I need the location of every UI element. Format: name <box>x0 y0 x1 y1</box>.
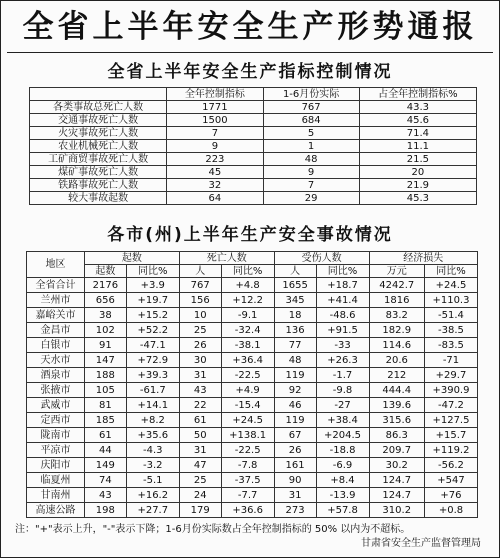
indicator-header-cell <box>30 88 167 101</box>
indicator-row <box>30 101 477 114</box>
city-value-cell: +24.5 <box>221 413 274 428</box>
indicator-table <box>29 87 477 205</box>
city-value-cell: +15.7 <box>424 428 477 443</box>
region-header-cell: 地区 <box>27 252 85 278</box>
city-value-cell: +12.2 <box>221 293 274 308</box>
city-value-cell: 43 <box>84 488 126 503</box>
region-name-cell: 白银市 <box>27 338 85 353</box>
city-value-cell: +52.2 <box>126 323 179 338</box>
region-name-cell: 陇南市 <box>27 428 85 443</box>
city-value-cell: +390.9 <box>424 383 477 398</box>
city-value-cell: +24.5 <box>424 278 477 293</box>
indicator-value-cell: 11.1 <box>359 140 476 153</box>
indicator-row <box>30 127 477 140</box>
city-value-cell: 50 <box>179 428 221 443</box>
city-value-cell: 124.7 <box>369 473 424 488</box>
city-value-cell: 44 <box>84 443 126 458</box>
city-value-cell: 2176 <box>84 278 126 293</box>
city-value-cell: +8.2 <box>126 413 179 428</box>
city-value-cell: 310.2 <box>369 503 424 518</box>
city-value-cell: +547 <box>424 473 477 488</box>
city-subheader-row <box>27 265 478 278</box>
region-name-cell: 定西市 <box>27 413 85 428</box>
city-row <box>27 428 478 443</box>
indicator-value-cell: 21.5 <box>359 153 476 166</box>
city-row <box>27 443 478 458</box>
indicator-value-cell: 1500 <box>167 114 263 127</box>
city-value-cell: +57.8 <box>316 503 369 518</box>
city-value-cell: -38.5 <box>424 323 477 338</box>
indicator-value-cell: 20 <box>359 166 476 179</box>
city-accident-table <box>26 251 478 518</box>
city-value-cell: 102 <box>84 323 126 338</box>
indicator-value-cell: 48 <box>263 153 359 166</box>
indicator-value-cell: 45.3 <box>359 192 476 205</box>
city-value-cell: +19.7 <box>126 293 179 308</box>
city-value-cell: 114.6 <box>369 338 424 353</box>
indicator-value-cell: 9 <box>167 140 263 153</box>
region-name-cell: 庆阳市 <box>27 458 85 473</box>
city-row <box>27 278 478 293</box>
city-value-cell: -13.9 <box>316 488 369 503</box>
city-row <box>27 473 478 488</box>
indicator-value-cell: 7 <box>167 127 263 140</box>
indicator-name-cell: 工矿商贸事故死亡人数 <box>30 153 167 166</box>
city-value-cell: 161 <box>274 458 316 473</box>
indicator-value-cell: 45 <box>167 166 263 179</box>
indicator-value-cell: 29 <box>263 192 359 205</box>
city-value-cell: -51.4 <box>424 308 477 323</box>
city-value-cell: 24 <box>179 488 221 503</box>
city-value-cell: +8.4 <box>316 473 369 488</box>
city-value-cell: 105 <box>84 383 126 398</box>
city-value-cell: 212 <box>369 368 424 383</box>
city-value-cell: +138.1 <box>221 428 274 443</box>
indicator-value-cell: 5 <box>263 127 359 140</box>
city-row <box>27 488 478 503</box>
city-value-cell: -83.5 <box>424 338 477 353</box>
city-value-cell: -1.7 <box>316 368 369 383</box>
city-value-cell: 90 <box>274 473 316 488</box>
city-value-cell: 26 <box>179 338 221 353</box>
city-value-cell: +14.1 <box>126 398 179 413</box>
city-value-cell: 185 <box>84 413 126 428</box>
indicator-row <box>30 192 477 205</box>
indicator-name-cell: 铁路事故死亡人数 <box>30 179 167 192</box>
city-row <box>27 308 478 323</box>
indicator-name-cell: 煤矿事故死亡人数 <box>30 166 167 179</box>
subheader-cell: 同比% <box>126 265 179 278</box>
indicator-name-cell: 交通事故死亡人数 <box>30 114 167 127</box>
indicator-row <box>30 179 477 192</box>
city-row <box>27 503 478 518</box>
city-value-cell: 124.7 <box>369 488 424 503</box>
region-name-cell: 兰州市 <box>27 293 85 308</box>
city-value-cell: +110.3 <box>424 293 477 308</box>
city-row <box>27 398 478 413</box>
city-value-cell: 139.6 <box>369 398 424 413</box>
indicator-header-row <box>30 88 477 101</box>
city-value-cell: -9.8 <box>316 383 369 398</box>
city-value-cell: 25 <box>179 473 221 488</box>
city-value-cell: 31 <box>179 368 221 383</box>
region-name-cell: 武威市 <box>27 398 85 413</box>
city-value-cell: 47 <box>179 458 221 473</box>
subheader-cell: 同比% <box>424 265 477 278</box>
indicator-row <box>30 114 477 127</box>
page-title: 全省上半年安全生产形势通报 <box>22 9 478 45</box>
city-value-cell: +4.9 <box>221 383 274 398</box>
issuing-authority: 甘肃省安全生产监督管理局 <box>361 538 481 549</box>
city-value-cell: -22.5 <box>221 443 274 458</box>
subheader-cell: 人 <box>274 265 316 278</box>
group-header-cell: 起数 <box>84 252 179 265</box>
city-value-cell: 31 <box>179 443 221 458</box>
indicator-value-cell: 64 <box>167 192 263 205</box>
indicator-header-cell: 全年控制指标 <box>167 88 263 101</box>
indicator-header-cell: 占全年控制指标% <box>359 88 476 101</box>
indicator-row <box>30 153 477 166</box>
indicator-name-cell: 较大事故起数 <box>30 192 167 205</box>
city-value-cell: -7.8 <box>221 458 274 473</box>
region-name-cell: 嘉峪关市 <box>27 308 85 323</box>
indicator-row <box>30 140 477 153</box>
city-value-cell: 77 <box>274 338 316 353</box>
city-value-cell: 136 <box>274 323 316 338</box>
city-value-cell: 61 <box>84 428 126 443</box>
city-value-cell: +27.7 <box>126 503 179 518</box>
city-value-cell: -15.4 <box>221 398 274 413</box>
city-value-cell: 48 <box>274 353 316 368</box>
city-row <box>27 368 478 383</box>
city-value-cell: 30.2 <box>369 458 424 473</box>
indicator-value-cell: 223 <box>167 153 263 166</box>
city-value-cell: +204.5 <box>316 428 369 443</box>
region-name-cell: 平凉市 <box>27 443 85 458</box>
city-value-cell: +36.4 <box>221 353 274 368</box>
region-name-cell: 金昌市 <box>27 323 85 338</box>
city-value-cell: 273 <box>274 503 316 518</box>
city-value-cell: 20.6 <box>369 353 424 368</box>
indicator-value-cell: 1771 <box>167 101 263 114</box>
city-value-cell: 179 <box>179 503 221 518</box>
city-value-cell: +36.6 <box>221 503 274 518</box>
indicator-value-cell: 9 <box>263 166 359 179</box>
city-value-cell: +29.7 <box>424 368 477 383</box>
city-value-cell: 656 <box>84 293 126 308</box>
city-value-cell: 86.3 <box>369 428 424 443</box>
city-value-cell: +91.5 <box>316 323 369 338</box>
city-value-cell: +119.2 <box>424 443 477 458</box>
indicator-name-cell: 火灾事故死亡人数 <box>30 127 167 140</box>
city-value-cell: 43 <box>179 383 221 398</box>
city-value-cell: +35.6 <box>126 428 179 443</box>
city-value-cell: 4242.7 <box>369 278 424 293</box>
city-value-cell: 345 <box>274 293 316 308</box>
city-value-cell: 444.4 <box>369 383 424 398</box>
city-row <box>27 353 478 368</box>
city-value-cell: -3.2 <box>126 458 179 473</box>
city-value-cell: 147 <box>84 353 126 368</box>
subheader-cell: 人 <box>179 265 221 278</box>
group-header-cell: 死亡人数 <box>179 252 274 265</box>
city-value-cell: -6.9 <box>316 458 369 473</box>
city-value-cell: 22 <box>179 398 221 413</box>
region-name-cell: 天水市 <box>27 353 85 368</box>
city-value-cell: -7.7 <box>221 488 274 503</box>
region-name-cell: 全省合计 <box>27 278 85 293</box>
city-value-cell: -32.4 <box>221 323 274 338</box>
region-name-cell: 临夏州 <box>27 473 85 488</box>
city-value-cell: +15.2 <box>126 308 179 323</box>
city-row <box>27 293 478 308</box>
city-header-group-row <box>27 252 478 265</box>
city-value-cell: +39.3 <box>126 368 179 383</box>
city-value-cell: 38 <box>84 308 126 323</box>
city-value-cell: +26.3 <box>316 353 369 368</box>
city-value-cell: -37.5 <box>221 473 274 488</box>
city-value-cell: -47.2 <box>424 398 477 413</box>
indicator-value-cell: 43.3 <box>359 101 476 114</box>
indicator-name-cell: 各类事故总死亡人数 <box>30 101 167 114</box>
indicator-value-cell: 71.4 <box>359 127 476 140</box>
city-value-cell: -48.6 <box>316 308 369 323</box>
city-row <box>27 413 478 428</box>
city-value-cell: -4.3 <box>126 443 179 458</box>
city-row <box>27 458 478 473</box>
city-value-cell: 61 <box>179 413 221 428</box>
indicator-value-cell: 7 <box>263 179 359 192</box>
city-value-cell: 30 <box>179 353 221 368</box>
city-value-cell: 74 <box>84 473 126 488</box>
city-value-cell: 83.2 <box>369 308 424 323</box>
city-value-cell: -9.1 <box>221 308 274 323</box>
city-value-cell: 1655 <box>274 278 316 293</box>
city-value-cell: +0.8 <box>424 503 477 518</box>
city-accident-table-body <box>27 252 478 518</box>
indicator-value-cell: 684 <box>263 114 359 127</box>
city-value-cell: 767 <box>179 278 221 293</box>
region-name-cell: 甘南州 <box>27 488 85 503</box>
city-value-cell: 119 <box>274 368 316 383</box>
region-name-cell: 高速公路 <box>27 503 85 518</box>
city-row <box>27 338 478 353</box>
city-value-cell: 315.6 <box>369 413 424 428</box>
city-value-cell: -71 <box>424 353 477 368</box>
city-value-cell: +127.5 <box>424 413 477 428</box>
city-value-cell: -38.1 <box>221 338 274 353</box>
city-value-cell: +16.2 <box>126 488 179 503</box>
city-value-cell: -47.1 <box>126 338 179 353</box>
indicator-value-cell: 767 <box>263 101 359 114</box>
city-value-cell: +41.4 <box>316 293 369 308</box>
city-value-cell: 188 <box>84 368 126 383</box>
city-value-cell: 119 <box>274 413 316 428</box>
footnote: 注："+"表示上升，"-"表示下降；1-6月份实际数占全年控制指标的 50% 以内为不超标。 <box>15 524 411 535</box>
city-value-cell: 10 <box>179 308 221 323</box>
city-value-cell: +72.9 <box>126 353 179 368</box>
city-value-cell: 67 <box>274 428 316 443</box>
group-header-cell: 经济损失 <box>369 252 477 265</box>
indicator-table-body <box>30 88 477 205</box>
subheader-cell: 起数 <box>84 265 126 278</box>
indicator-value-cell: 32 <box>167 179 263 192</box>
city-value-cell: +18.7 <box>316 278 369 293</box>
city-value-cell: +76 <box>424 488 477 503</box>
city-value-cell: -5.1 <box>126 473 179 488</box>
city-value-cell: +4.8 <box>221 278 274 293</box>
city-value-cell: -18.8 <box>316 443 369 458</box>
title-divider <box>7 52 493 53</box>
region-name-cell: 张掖市 <box>27 383 85 398</box>
city-value-cell: -61.7 <box>126 383 179 398</box>
region-name-cell: 酒泉市 <box>27 368 85 383</box>
indicator-value-cell: 21.9 <box>359 179 476 192</box>
city-value-cell: 198 <box>84 503 126 518</box>
city-value-cell: -22.5 <box>221 368 274 383</box>
city-value-cell: +3.9 <box>126 278 179 293</box>
city-value-cell: 81 <box>84 398 126 413</box>
city-value-cell: -27 <box>316 398 369 413</box>
city-value-cell: 149 <box>84 458 126 473</box>
indicator-value-cell: 45.6 <box>359 114 476 127</box>
city-value-cell: 26 <box>274 443 316 458</box>
city-value-cell: 1816 <box>369 293 424 308</box>
city-value-cell: +38.4 <box>316 413 369 428</box>
indicator-header-cell: 1-6月份实际 <box>263 88 359 101</box>
group-header-cell: 受伤人数 <box>274 252 369 265</box>
city-row <box>27 383 478 398</box>
city-value-cell: 46 <box>274 398 316 413</box>
city-value-cell: 25 <box>179 323 221 338</box>
indicator-value-cell: 1 <box>263 140 359 153</box>
city-value-cell: 18 <box>274 308 316 323</box>
section1-title: 全省上半年安全生产指标控制情况 <box>107 62 393 82</box>
indicator-name-cell: 农业机械死亡人数 <box>30 140 167 153</box>
city-value-cell: -56.2 <box>424 458 477 473</box>
section2-title: 各市(州)上半年生产安全事故情况 <box>107 225 393 245</box>
city-value-cell: 209.7 <box>369 443 424 458</box>
indicator-row <box>30 166 477 179</box>
city-row <box>27 323 478 338</box>
city-value-cell: 92 <box>274 383 316 398</box>
subheader-cell: 同比% <box>221 265 274 278</box>
city-value-cell: 91 <box>84 338 126 353</box>
subheader-cell: 同比% <box>316 265 369 278</box>
subheader-cell: 万元 <box>369 265 424 278</box>
city-value-cell: -33 <box>316 338 369 353</box>
city-value-cell: 156 <box>179 293 221 308</box>
city-value-cell: 182.9 <box>369 323 424 338</box>
city-value-cell: 31 <box>274 488 316 503</box>
